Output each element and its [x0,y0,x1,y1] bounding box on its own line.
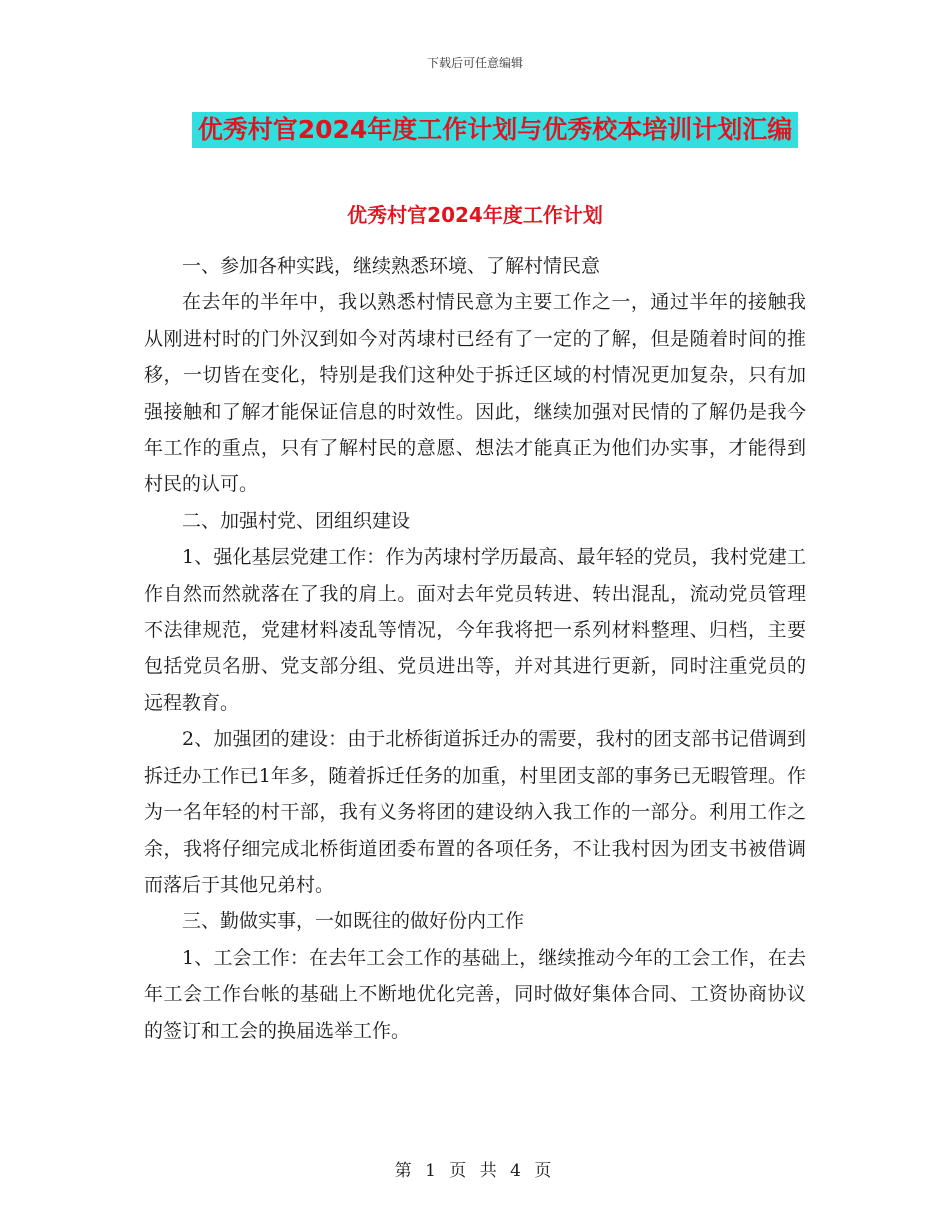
section-heading-1: 一、参加各种实践，继续熟悉环境、了解村情民意 [182,255,601,277]
main-title-container [0,112,950,148]
document-body [144,248,806,1049]
header-note: 下载后可任意编辑 [426,56,523,70]
paragraph-1: 在去年的半年中，我以熟悉村情民意为主要工作之一，通过半年的接触我从刚进村时的门外汉到如今对芮埭村已经有了一定的了解，但是随着时间的推移，一切皆在变化，特别是我们这种处于拆迁区域的村情况更加复杂，只有加强接触和了解才能保证信息的时效性。因此，继续加强对民情的了解仍是我今年工作的重点，只有了解村民的意愿、想法才能真正为他们办实事，才能得到村民的认可。 [144,291,806,496]
paragraph-4: 1、工会工作：在去年工会工作的基础上，继续推动今年的工会工作，在去年工会工作台帐的基础上不断地优化完善，同时做好集体合同、工资协商协议的签订和工会的换届选举工作。 [144,946,806,1042]
main-title: 优秀村官2024年度工作计划与优秀校本培训计划汇编 [192,112,799,148]
paragraph-3: 2、加强团的建设：由于北桥街道拆迁办的需要，我村的团支部书记借调到拆迁办工作已1年多，随着拆迁任务的加重，村里团支部的事务已无暇管理。作为一名年轻的村干部，我有义务将团的建设纳入我工作的一部分。利用工作之余，我将仔细完成北桥街道团委布置的各项任务，不让我村因为团支书被借调而落后于其他兄弟村。 [144,728,806,896]
page-footer: 第 1 页 共 4 页 [394,1161,556,1181]
sub-title: 优秀村官2024年度工作计划 [347,203,603,227]
section-heading-3: 三、勤做实事，一如既往的做好份内工作 [182,910,525,933]
section-heading-2: 二、加强村党、团组织建设 [182,509,411,532]
paragraph-2: 1、强化基层党建工作：作为芮埭村学历最高、最年轻的党员，我村党建工作自然而然就落在了我的肩上。面对去年党员转进、转出混乱，流动党员管理不法律规范，党建材料凌乱等情况，今年我将把一系列材料整理、归档，主要包括党员名册、党支部分组、党员进出等，并对其进行更新，同时注重党员的远程教育。 [144,546,806,714]
